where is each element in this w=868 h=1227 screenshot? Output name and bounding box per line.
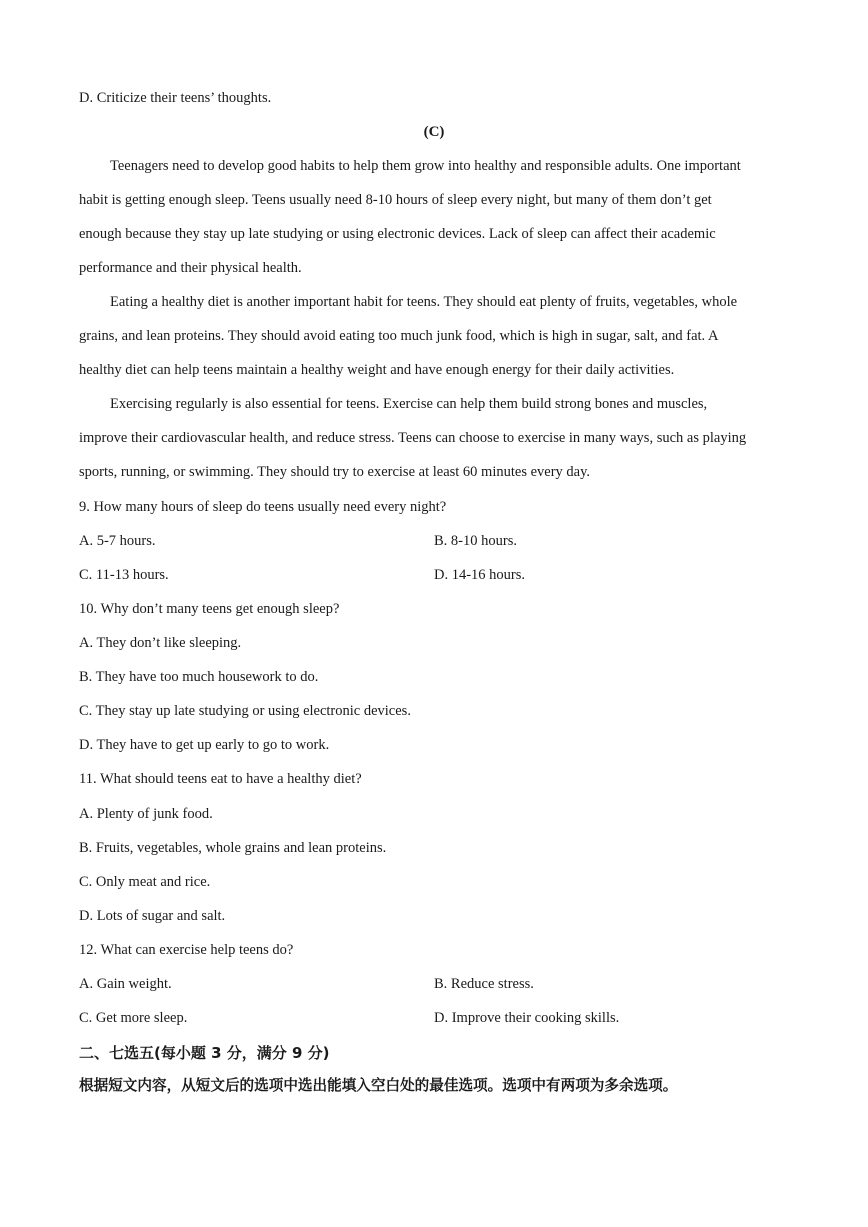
question-10-option-a: A. They don’t like sleeping. bbox=[79, 635, 242, 651]
passage-p2-line3: healthy diet can help teens maintain a healthy weight and have enough energy for their daily activities. bbox=[79, 362, 675, 378]
question-11-option-a: A. Plenty of junk food. bbox=[79, 806, 213, 822]
passage-p1-line1: Teenagers need to develop good habits to help them grow into healthy and responsible adults. One important bbox=[110, 158, 741, 174]
passage-p3-line1: Exercising regularly is also essential for teens. Exercise can help them build strong bones and muscles, bbox=[110, 396, 708, 412]
question-11-option-c: C. Only meat and rice. bbox=[79, 874, 211, 890]
question-9-option-c: C. 11-13 hours. bbox=[79, 567, 169, 583]
question-10-option-d: D. They have to get up early to go to work. bbox=[79, 737, 330, 753]
question-12-option-d: D. Improve their cooking skills. bbox=[434, 1010, 620, 1026]
question-12-option-a: A. Gain weight. bbox=[79, 976, 172, 992]
section-label: (C) bbox=[423, 124, 445, 140]
part-two-instruction: 根据短文内容，从短文后的选项中选出能填入空白处的最佳选项。选项中有两项为多余选项。 bbox=[79, 1077, 678, 1094]
question-9-option-b: B. 8-10 hours. bbox=[434, 533, 517, 549]
question-9-option-a: A. 5-7 hours. bbox=[79, 533, 156, 549]
question-10-option-c: C. They stay up late studying or using electronic devices. bbox=[79, 703, 411, 719]
question-9-stem: 9. How many hours of sleep do teens usually need every night? bbox=[79, 499, 447, 515]
passage-p1-line4: performance and their physical health. bbox=[79, 260, 302, 276]
question-11-stem: 11. What should teens eat to have a healthy diet? bbox=[79, 771, 362, 787]
question-11-option-b: B. Fruits, vegetables, whole grains and lean proteins. bbox=[79, 840, 387, 856]
question-9-option-d: D. 14-16 hours. bbox=[434, 567, 526, 583]
passage-p3-line2: improve their cardiovascular health, and reduce stress. Teens can choose to exercise in many ways, such as playing bbox=[79, 430, 747, 446]
question-12-option-c: C. Get more sleep. bbox=[79, 1010, 188, 1026]
part-two-heading: 二、七选五(每小题 3 分，满分 9 分) bbox=[79, 1044, 330, 1062]
passage-p2-line2: grains, and lean proteins. They should avoid eating too much junk food, which is high in sugar, salt, and fat. A bbox=[79, 328, 719, 344]
question-10-stem: 10. Why don’t many teens get enough sleep? bbox=[79, 601, 340, 617]
prev-question-option-d: D. Criticize their teens’ thoughts. bbox=[79, 90, 272, 106]
question-11-option-d: D. Lots of sugar and salt. bbox=[79, 908, 226, 924]
question-10-option-b: B. They have too much housework to do. bbox=[79, 669, 319, 685]
question-12-stem: 12. What can exercise help teens do? bbox=[79, 942, 294, 958]
question-12-option-b: B. Reduce stress. bbox=[434, 976, 534, 992]
passage-p3-line3: sports, running, or swimming. They should try to exercise at least 60 minutes every day. bbox=[79, 464, 591, 480]
passage-p1-line3: enough because they stay up late studying or using electronic devices. Lack of sleep can affect their academic bbox=[79, 226, 716, 242]
passage-p1-line2: habit is getting enough sleep. Teens usually need 8-10 hours of sleep every night, but many of them don’t get bbox=[79, 192, 712, 208]
passage-p2-line1: Eating a healthy diet is another important habit for teens. They should eat plenty of fruits, vegetables, whole bbox=[110, 294, 738, 310]
